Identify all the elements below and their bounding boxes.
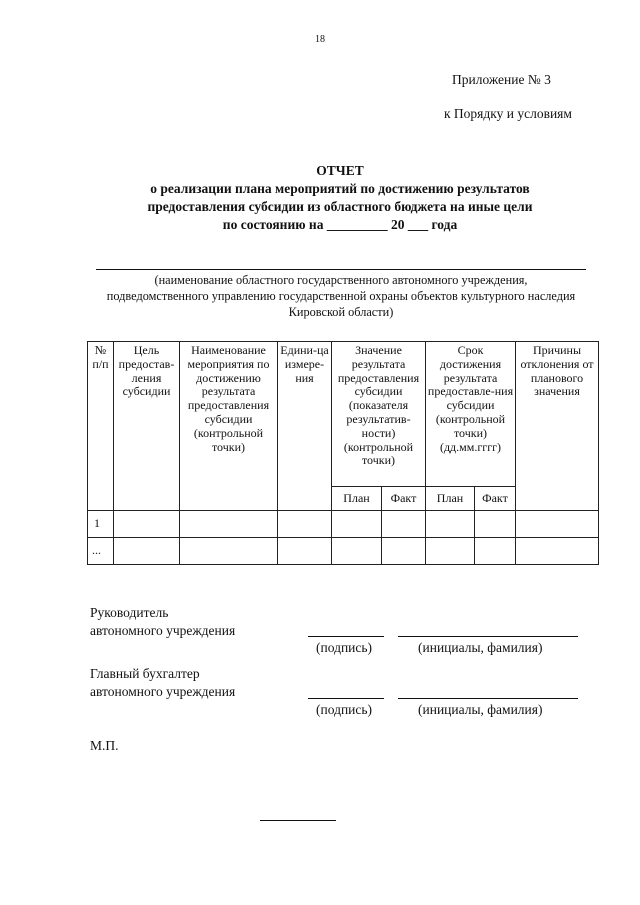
- head-signature-line: [308, 636, 384, 637]
- header-value: Значение результата предоставления субсидии (показателя результатив-ности) (контрольной точки): [332, 342, 426, 487]
- row-num: ...: [88, 538, 114, 565]
- header-num: № п/п: [88, 342, 114, 511]
- table-cell: [180, 538, 278, 565]
- report-title: ОТЧЕТ: [316, 163, 364, 178]
- table-cell: [332, 511, 382, 538]
- table-cell: [475, 538, 516, 565]
- row-num: 1: [88, 511, 114, 538]
- table-cell: [114, 511, 180, 538]
- table-cell: [114, 538, 180, 565]
- accountant-signature-line: [308, 698, 384, 699]
- report-subtitle-line-2: предоставления субсидии из областного бюджета на иные цели: [147, 199, 533, 214]
- table-row: [88, 511, 599, 538]
- subheader-value-fact: Факт: [382, 487, 426, 511]
- accountant-title-line-2: автономного учреждения: [90, 684, 236, 699]
- subheader-term-plan: План: [426, 487, 475, 511]
- head-title-line-1: Руководитель: [90, 605, 169, 620]
- table-cell: [278, 511, 332, 538]
- page-number: 18: [315, 34, 325, 45]
- table-row: [88, 538, 599, 565]
- header-goal: Цель предостав-ления субсидии: [114, 342, 180, 511]
- annex-reference: к Порядку и условиям: [444, 106, 572, 121]
- annex-number: Приложение № 3: [452, 72, 551, 87]
- organization-caption-line-2: подведомственного управлению государственной охраны объектов культурного наследия: [106, 289, 576, 303]
- table-cell: [475, 511, 516, 538]
- table-cell: [516, 538, 599, 565]
- report-table: [87, 341, 599, 565]
- table-header-row: [88, 342, 599, 487]
- table-cell: [426, 511, 475, 538]
- footer-divider: [260, 820, 336, 821]
- header-event: Наименование мероприятия по достижению результата предоставления субсидии (контрольной точки): [180, 342, 278, 511]
- subheader-value-plan: План: [332, 487, 382, 511]
- header-reasons: Причины отклонения от планового значения: [516, 342, 599, 511]
- head-name-line: [398, 636, 578, 637]
- head-name-caption: (инициалы, фамилия): [418, 640, 543, 655]
- header-unit: Едини-ца измере-ния: [278, 342, 332, 511]
- table-cell: [332, 538, 382, 565]
- head-signature-caption: (подпись): [316, 640, 373, 655]
- accountant-title-line-1: Главный бухгалтер: [90, 666, 200, 681]
- organization-caption-line-1: (наименование областного государственного автономного учреждения,: [154, 273, 528, 287]
- stamp-place: М.П.: [90, 738, 119, 753]
- table-cell: [180, 511, 278, 538]
- head-title-line-2: автономного учреждения: [90, 623, 236, 638]
- table-cell: [426, 538, 475, 565]
- report-date-line: по состоянию на _________ 20 ___ года: [222, 217, 458, 232]
- subheader-term-fact: Факт: [475, 487, 516, 511]
- header-term: Срок достижения результата предоставле-ния субсидии (контрольной точки) (дд.мм.гггг): [426, 342, 516, 487]
- organization-name-line: [96, 269, 586, 270]
- accountant-name-caption: (инициалы, фамилия): [418, 702, 543, 717]
- table-cell: [382, 511, 426, 538]
- table-cell: [278, 538, 332, 565]
- report-subtitle-line-1: о реализации плана мероприятий по достижению результатов: [150, 181, 530, 196]
- accountant-signature-caption: (подпись): [316, 702, 373, 717]
- organization-caption-line-3: Кировской области): [288, 305, 394, 319]
- accountant-name-line: [398, 698, 578, 699]
- table-cell: [382, 538, 426, 565]
- table-cell: [516, 511, 599, 538]
